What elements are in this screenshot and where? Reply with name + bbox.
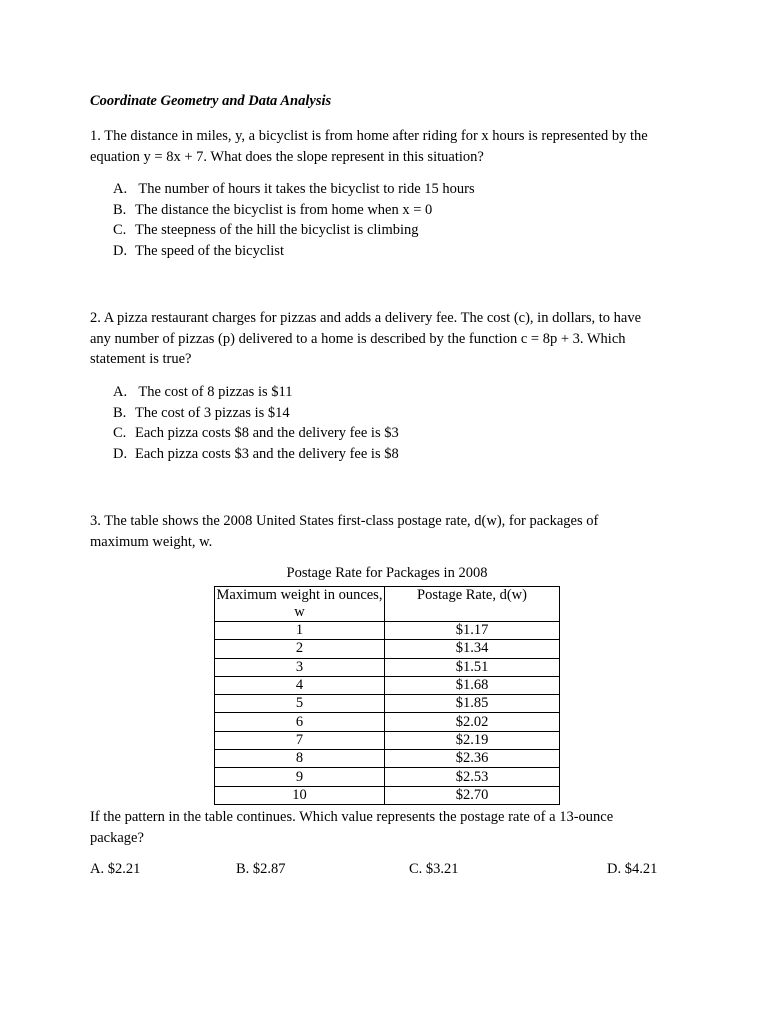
- option-text: Each pizza costs $8 and the delivery fee is $3: [135, 425, 399, 441]
- option-text: The steepness of the hill the bicyclist is climbing: [135, 222, 419, 238]
- rate-cell: $2.36: [385, 750, 560, 768]
- question-2-line: 2. A pizza restaurant charges for pizzas and adds a delivery fee. The cost (c), in dollars, to have: [90, 310, 642, 326]
- option-letter: C.: [113, 222, 127, 238]
- followup-line: If the pattern in the table continues. Which value represents the postage rate of a 13-ounce: [90, 809, 614, 825]
- table-row: [215, 622, 560, 640]
- question-1-options: [113, 179, 475, 261]
- question-3-line: 3. The table shows the 2008 United States first-class postage rate, d(w), for packages of: [90, 513, 599, 529]
- option-letter: B.: [113, 201, 127, 218]
- option-letter: A.: [113, 384, 128, 400]
- weight-cell: 4: [215, 676, 385, 694]
- question-2-option-d[interactable]: [113, 444, 399, 465]
- option-text: The cost of 3 pizzas is $14: [135, 404, 290, 421]
- question-2-options: [113, 382, 399, 464]
- rate-cell: $2.19: [385, 731, 560, 749]
- question-1-option-c[interactable]: [113, 220, 475, 241]
- option-text: The cost of 8 pizzas is $11: [135, 384, 293, 400]
- rate-cell: $1.17: [385, 622, 560, 640]
- weight-cell: 6: [215, 713, 385, 731]
- worksheet-title: Coordinate Geometry and Data Analysis: [90, 93, 332, 109]
- table-row: [215, 786, 560, 804]
- rate-cell: $1.34: [385, 640, 560, 658]
- option-letter: A.: [113, 181, 128, 197]
- question-1-option-d[interactable]: [113, 241, 475, 262]
- table-row: [215, 640, 560, 658]
- answer-choice-b[interactable]: B. $2.87: [236, 861, 286, 877]
- weight-cell: 5: [215, 695, 385, 713]
- option-letter: B.: [113, 404, 127, 421]
- question-3-followup: [90, 807, 690, 848]
- table-row: [215, 731, 560, 749]
- table-row: [215, 695, 560, 713]
- rate-cell: $1.68: [385, 676, 560, 694]
- weight-cell: 9: [215, 768, 385, 786]
- weight-cell: 8: [215, 750, 385, 768]
- table-row: [215, 750, 560, 768]
- question-1-option-b[interactable]: [113, 200, 475, 221]
- option-letter: D.: [113, 242, 128, 259]
- option-text: The speed of the bicyclist: [135, 242, 284, 259]
- option-letter: D.: [113, 445, 128, 462]
- table-row: [215, 676, 560, 694]
- question-2-option-b[interactable]: [113, 403, 399, 424]
- option-letter: C.: [113, 425, 127, 441]
- weight-cell: 7: [215, 731, 385, 749]
- question-1-text: [90, 126, 690, 167]
- table-caption: Postage Rate for Packages in 2008: [286, 565, 488, 581]
- table-row: [215, 713, 560, 731]
- rate-cell: $1.85: [385, 695, 560, 713]
- table-row: [215, 768, 560, 786]
- rate-cell: $2.02: [385, 713, 560, 731]
- column-header-rate: Postage Rate, d(w): [385, 587, 560, 622]
- weight-cell: 10: [215, 786, 385, 804]
- question-1-line: equation y = 8x + 7. What does the slope represent in this situation?: [90, 148, 484, 165]
- answer-choice-c[interactable]: C. $3.21: [409, 861, 459, 877]
- answer-choice-d[interactable]: D. $4.21: [607, 861, 658, 877]
- weight-cell: 1: [215, 622, 385, 640]
- table-header-row: [215, 587, 560, 622]
- option-text: The number of hours it takes the bicyclist to ride 15 hours: [135, 181, 475, 197]
- question-2-option-a[interactable]: [113, 382, 399, 403]
- question-3-answers: [0, 861, 768, 883]
- answer-choice-a[interactable]: A. $2.21: [90, 861, 141, 877]
- question-2-option-c[interactable]: [113, 423, 399, 444]
- column-header-weight: Maximum weight in ounces, w: [215, 587, 385, 622]
- question-1-line: 1. The distance in miles, y, a bicyclist is from home after riding for x hours is represented by the: [90, 128, 648, 144]
- option-text: The distance the bicyclist is from home when x = 0: [135, 201, 433, 218]
- option-text: Each pizza costs $3 and the delivery fee is $8: [135, 445, 399, 462]
- question-2-text: [90, 308, 690, 370]
- rate-cell: $2.70: [385, 786, 560, 804]
- question-2-line: any number of pizzas (p) delivered to a home is described by the function c = 8p + 3. Which: [90, 330, 626, 347]
- weight-cell: 3: [215, 658, 385, 676]
- table-row: [215, 658, 560, 676]
- followup-line: package?: [90, 829, 144, 846]
- question-3-text: [90, 511, 690, 552]
- rate-cell: $1.51: [385, 658, 560, 676]
- rate-cell: $2.53: [385, 768, 560, 786]
- question-1-option-a[interactable]: [113, 179, 475, 200]
- postage-rate-table: [214, 586, 560, 805]
- question-3-line: maximum weight, w.: [90, 533, 213, 550]
- question-2-line: statement is true?: [90, 351, 192, 367]
- weight-cell: 2: [215, 640, 385, 658]
